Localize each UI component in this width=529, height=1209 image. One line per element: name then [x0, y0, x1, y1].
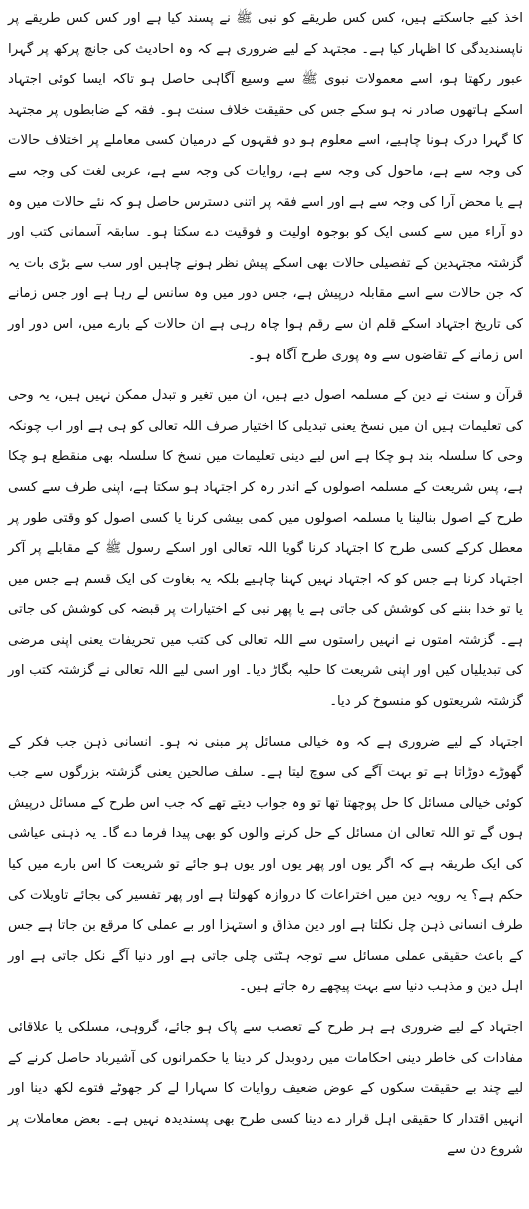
paragraph-1: اخذ کیے جاسکتے ہیں، کس کس طریقے کو نبی ﷺ نے پسند کیا ہے اور کس کس طریقے پر ناپسندیدگی کا اظہار کیا ہے۔ مجتہد کے لیے ضروری ہے کہ وہ احادیث کی جانچ پرکھ پر گہرا عبور رکھتا ہو، اسے معمولات نبوی ﷺ سے وسیع آگاہی حاصل ہو تاکہ ایسا کوئی اجتہاد اسکے ہاتھوں صادر نہ ہو سکے جس کی حقیقت خلاف سنت ہو۔ فقہ کے ضابطوں پر مجتہد کا گہرا درک ہونا چاہیے، اسے معلوم ہو دو فقہوں کے درمیان کسی معاملے پر اختلاف حالات کی وجہ سے ہے، ماحول کی وجہ سے ہے، روایات کی وجہ سے ہے، عربی لغت کی وجہ سے ہے یا محض آرا کی وجہ سے ہے اور اسے فقہ پر اتنی دسترس حاصل ہو کہ نئے حالات میں وہ دو آراء میں سے کسی ایک کو بوجوہ اولیت و فوقیت دے سکتا ہو۔ سابقہ آسمانی کتب اور گزشتہ مجتہدین کے تفصیلی حالات بھی اسکے پیش نظر ہونے چاہیں اور سب سے بڑی بات یہ کہ جن حالات سے اسے مقابلہ درپیش ہے، جس دور میں وہ سانس لے رہا ہے اور جس زمانے کی تاریخ اجتہاد اسکے قلم ان سے رقم ہوا چاہ رہی ہے ان حالات کے بارے میں، اس دور اور اس زمانے کے تقاضوں سے وہ پوری طرح آگاہ ہو۔: [8, 11, 523, 363]
paragraph-4: اجتہاد کے لیے ضروری ہے ہر طرح کے تعصب سے پاک ہو جائے، گروہی، مسلکی یا علاقائی مفادات کی خاطر دینی احکامات میں ردوبدل کر دینا یا حکمرانوں کی آشیرباد حاصل کرنے کے لیے چند بے حقیقت سکوں کے عوض ضعیف روایات کا سہارا لے کر جھوٹے فتوے لکھ دینا اور انہیں اقتدار کا حقیقی اہل قرار دے دینا کسی طرح بھی پسندیدہ نہیں ہے۔ بعض معاملات پر شروع دن سے: [8, 1020, 523, 1158]
paragraph-2: قرآن و سنت نے دین کے مسلمہ اصول دیے ہیں، ان میں تغیر و تبدل ممکن نہیں ہیں، یہ وحی کی تعلیمات ہیں ان میں نسخ یعنی تبدیلی کا اختیار صرف اللہ تعالی کو ہی ہے اور اب چونکہ وحی کا سلسلہ بند ہو چکا ہے اس لیے دینی تعلیمات میں نسخ کا سلسلہ بھی منقطع ہو چکا ہے، پس شریعت کے مسلمہ اصولوں کے اندر رہ کر اجتہاد ہو سکتا ہے، اپنی طرف سے کسی طرح کے اصول بنالینا یا مسلمہ اصولوں میں کمی بیشی کرنا یا کسی اصول کو وقتی طور پر معطل کرکے کسی طرح کا اجتہاد کرنا گویا اللہ تعالی اور اسکے رسول ﷺ کے مقابلے پر آکر اجتہاد کرنا ہے جس کو کہ اجتہاد نہیں کہنا چاہیے بلکہ یہ بغاوت کی ایک قسم ہے جس میں یا تو خدا بننے کی کوشش کی جاتی ہے یا پھر نبی کے اختیارات پر قبضہ کی کوشش کی جاتی ہے۔ گزشتہ امتوں نے انہیں راستوں سے اللہ تعالی کی کتب میں تحریفات یعنی اپنی مرضی کی تبدیلیاں کیں اور اپنی شریعت کا حلیہ بگاڑ دیا۔ اور اسی لیے اللہ تعالی نے گزشتہ کتب اور گزشتہ شریعتوں کو منسوخ کر دیا۔: [8, 388, 523, 710]
paragraph-3: اجتہاد کے لیے ضروری ہے کہ وہ خیالی مسائل پر مبنی نہ ہو۔ انسانی ذہن جب فکر کے گھوڑے دوڑاتا ہے تو بہت آگے کی سوچ لیتا ہے۔ سلف صالحین یعنی گزشتہ بزرگوں سے جب کوئی خیالی مسائل کا حل پوچھتا تھا تو وہ جواب دیتے تھے کہ جب اس طرح کے مسائل درپیش ہوں گے تو اللہ تعالی ان مسائل کے حل کرنے والوں کو بھی پیدا فرما دے گا۔ یہ ذہنی عیاشی کی ایک طریقہ ہے کہ اگر یوں اور پھر یوں اور یوں ہو جائے تو شریعت کا اس بارے میں کیا حکم ہے؟ یہ رویہ دین میں اختراعات کا دروازہ کھولتا ہے اور پھر تفسیر کی بجائے تاویلات کی طرف انسانی ذہن چل نکلتا ہے اور دین مذاق و استہزا اور بے عملی کا مرقع بن جاتا ہے جس کے باعث حقیقی عملی مسائل سے توجہ ہٹتی چلی جاتی ہے اور دنیا آگے نکل جاتی ہے اور اہل دین و مذہب دنیا سے بہت پیچھے رہ جاتے ہیں۔: [8, 734, 523, 995]
